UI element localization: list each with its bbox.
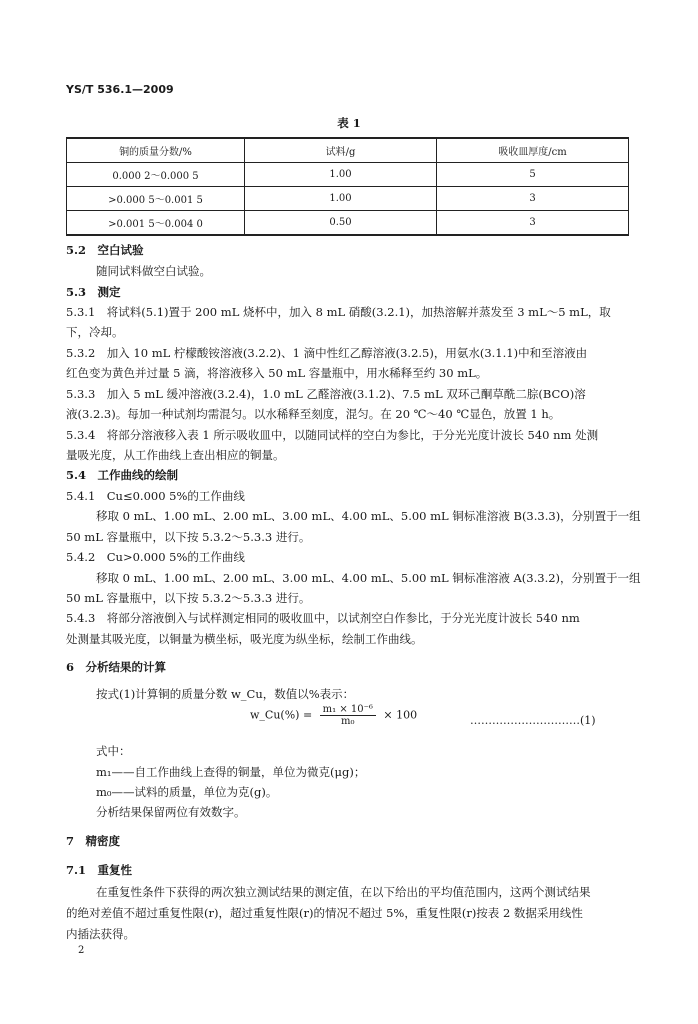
section-5-3-2-line: 红色变为黄色并过量 5 滴，将溶液移入 50 mL 容量瓶中，用水稀释至约 30 mL。 xyxy=(66,366,488,380)
section-5-3-3-line: 5.3.3 加入 5 mL 缓冲溶液(3.2.4)，1.0 mL 乙醛溶液(3.1.2)、7.5 mL 双环己酮草酰二腙(BCO)溶 xyxy=(66,387,586,401)
section-5-4-2-heading: 5.4.2 Cu>0.000 5%的工作曲线 xyxy=(66,550,245,564)
formula-fraction xyxy=(320,704,376,727)
section-5-3-4-line: 5.3.4 将部分溶液移入表 1 所示吸收皿中，以随同试样的空白为参比，于分光光度计波长 540 nm 处测 xyxy=(66,428,599,442)
table-cell: 1.00 xyxy=(245,163,437,187)
formula-number: …………………………(1) xyxy=(470,714,596,727)
table-cell: 3 xyxy=(437,211,629,236)
table-header-cell: 铜的质量分数/% xyxy=(67,138,245,163)
table-title: 表 1 xyxy=(337,116,361,130)
formula-denominator: m₀ xyxy=(341,716,355,727)
section-5-4-2-line: 移取 0 mL、1.00 mL、2.00 mL、3.00 mL、4.00 mL、5.00 mL 铜标准溶液 A(3.3.2)，分别置于一组 xyxy=(96,571,641,585)
table-cell: >0.000 5～0.001 5 xyxy=(67,187,245,211)
section-5-2-heading: 5.2 空白试验 xyxy=(66,243,144,257)
retain-note: 分析结果保留两位有效数字。 xyxy=(96,805,246,819)
table-cell: 0.000 2～0.000 5 xyxy=(67,163,245,187)
where-label: 式中： xyxy=(96,744,131,758)
table-row xyxy=(67,163,629,187)
section-5-4-3-line: 处测量其吸光度，以铜量为横坐标，吸光度为纵坐标，绘制工作曲线。 xyxy=(66,632,423,646)
table-row xyxy=(67,187,629,211)
formula-numerator: m₁ × 10⁻⁶ xyxy=(320,704,376,716)
section-5-3-4-line: 量吸光度，从工作曲线上查出相应的铜量。 xyxy=(66,448,285,462)
table-row xyxy=(67,211,629,236)
table-cell: 1.00 xyxy=(245,187,437,211)
section-5-2-body: 随同试料做空白试验。 xyxy=(96,264,211,278)
table-header-cell: 吸收皿厚度/cm xyxy=(437,138,629,163)
section-5-4-2-line: 50 mL 容量瓶中，以下按 5.3.2～5.3.3 进行。 xyxy=(66,591,311,605)
formula-intro: 按式(1)计算铜的质量分数 w_Cu，数值以%表示： xyxy=(96,687,355,701)
table-header-row xyxy=(67,138,629,163)
section-7-1-line: 在重复性条件下获得的两次独立测试结果的测定值，在以下给出的平均值范围内，这两个测试结果 xyxy=(96,885,591,899)
section-5-3-2-line: 5.3.2 加入 10 mL 柠檬酸铵溶液(3.2.2)、1 滴中性红乙醇溶液(3.2.5)，用氨水(3.1.1)中和至溶液由 xyxy=(66,346,588,360)
section-7-heading: 7 精密度 xyxy=(66,834,121,848)
table-cell: 0.50 xyxy=(245,211,437,236)
table-1 xyxy=(66,137,629,236)
m1-definition: m₁——自工作曲线上查得的铜量，单位为微克(μg)； xyxy=(96,765,366,779)
section-5-3-1-line: 下，冷却。 xyxy=(66,325,124,339)
section-5-4-heading: 5.4 工作曲线的绘制 xyxy=(66,468,179,482)
formula-lhs: w_Cu(%) = xyxy=(250,708,313,722)
table-cell: 5 xyxy=(437,163,629,187)
standard-code: YS/T 536.1—2009 xyxy=(66,83,174,96)
section-5-3-1-line: 5.3.1 将试料(5.1)置于 200 mL 烧杯中，加入 8 mL 硝酸(3.2.1)，加热溶解并蒸发至 3 mL～5 mL，取 xyxy=(66,305,611,319)
section-5-3-heading: 5.3 测定 xyxy=(66,285,121,299)
page-number: 2 xyxy=(78,945,85,956)
section-7-1-heading: 7.1 重复性 xyxy=(66,863,133,877)
table-cell: 3 xyxy=(437,187,629,211)
table-cell: >0.001 5～0.004 0 xyxy=(67,211,245,236)
section-6-heading: 6 分析结果的计算 xyxy=(66,660,167,674)
section-5-4-1-line: 50 mL 容量瓶中，以下按 5.3.2～5.3.3 进行。 xyxy=(66,530,311,544)
section-5-4-1-heading: 5.4.1 Cu≤0.000 5%的工作曲线 xyxy=(66,489,245,503)
section-7-1-line: 的绝对差值不超过重复性限(r)，超过重复性限(r)的情况不超过 5%，重复性限(r)按表 2 数据采用线性 xyxy=(66,906,583,920)
section-7-1-line: 内插法获得。 xyxy=(66,927,135,941)
section-5-4-1-line: 移取 0 mL、1.00 mL、2.00 mL、3.00 mL、4.00 mL、5.00 mL 铜标准溶液 B(3.3.3)，分别置于一组 xyxy=(96,509,641,523)
section-5-3-3-line: 液(3.2.3)。每加一种试剂均需混匀。以水稀释至刻度，混匀。在 20 ℃～40 ℃显色，放置 1 h。 xyxy=(66,407,561,421)
section-5-4-3-line: 5.4.3 将部分溶液倒入与试样测定相同的吸收皿中，以试剂空白作参比，于分光光度计波长 540 nm xyxy=(66,611,580,625)
formula-rhs: × 100 xyxy=(383,708,418,722)
table-header-cell: 试料/g xyxy=(245,138,437,163)
formula-1 xyxy=(250,704,417,727)
m0-definition: m₀——试料的质量，单位为克(g)。 xyxy=(96,785,278,799)
